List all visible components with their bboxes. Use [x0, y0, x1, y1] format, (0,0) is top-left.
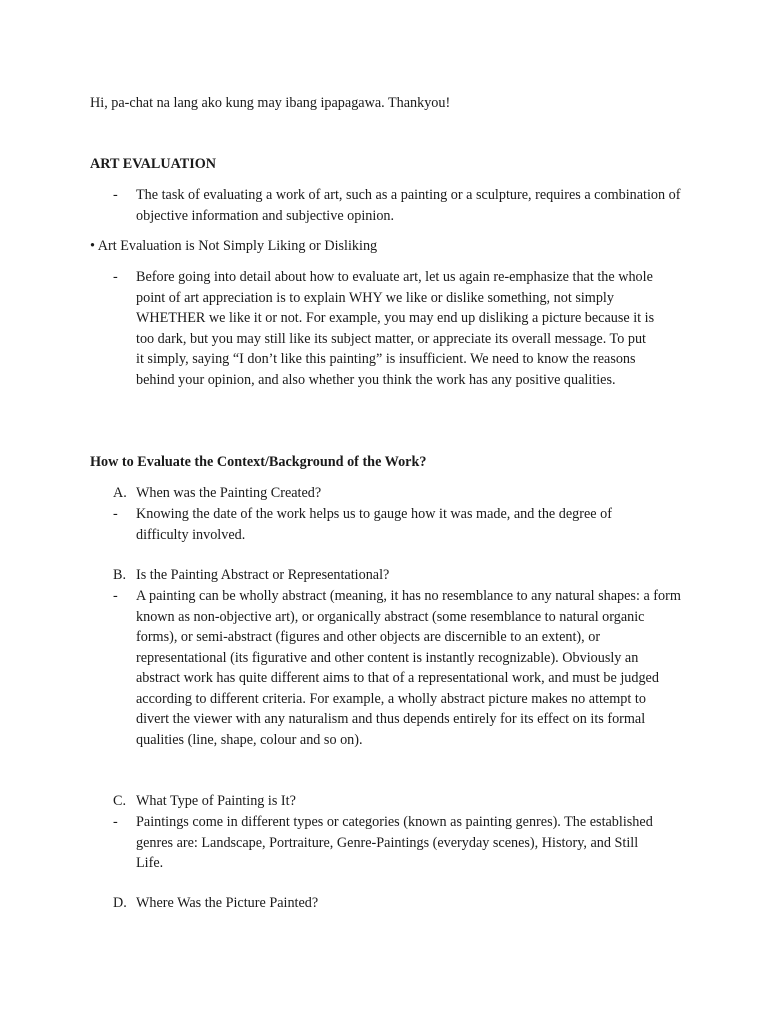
section-heading-art-evaluation: ART EVALUATION	[90, 156, 217, 172]
paragraph: A painting can be wholly abstract (meaning, it has no resemblance to any natural shapes: a form known as non-objective art), or organically abstract (some resemblance to natural organic forms), or semi-abstract (figures and other objects are discernible to an extent), or representational (its figurative and other content is instantly recognizable). Obviously an abstract work has quite different aims to that of a representational work, and must be judged according to different criteria. For example, a wholly abstract picture makes no attempt to divert the viewer with any naturalism and thus depends entirely for its effect on its formal qualities (line, shape, colour and so on).	[136, 588, 681, 748]
list-item	[113, 483, 693, 504]
paragraph: Paintings come in different types or categories (known as painting genres). The established genres are: Landscape, Portraiture, Genre-Paintings (everyday scenes), History, and Still Life.	[136, 814, 653, 871]
list-item	[113, 812, 693, 874]
list-item-title: Where Was the Picture Painted?	[136, 895, 319, 911]
paragraph: Knowing the date of the work helps us to gauge how it was made, and the degree of difficulty involved.	[136, 506, 612, 543]
list-item	[113, 504, 693, 545]
bullet-subheading: • Art Evaluation is Not Simply Liking or Disliking	[90, 238, 378, 254]
list-item-title: When was the Painting Created?	[136, 485, 322, 501]
list-item-title: What Type of Painting is It?	[136, 793, 296, 809]
list-item	[113, 586, 693, 750]
intro-text: Hi, pa-chat na lang ako kung may ibang ipapagawa. Thankyou!	[90, 95, 451, 111]
list-item	[113, 185, 693, 226]
list-marker: C.	[113, 793, 127, 809]
dash-marker: -	[113, 814, 118, 830]
list-item-title: Is the Painting Abstract or Representational?	[136, 567, 390, 583]
list-marker: D.	[113, 895, 127, 911]
dash-marker: -	[113, 506, 118, 522]
list-item	[113, 893, 693, 914]
list-item	[113, 565, 693, 586]
dash-marker: -	[113, 187, 118, 203]
dash-marker: -	[113, 269, 118, 285]
section-heading-context: How to Evaluate the Context/Background of the Work?	[90, 454, 427, 470]
list-item	[113, 791, 693, 812]
dash-marker: -	[113, 588, 118, 604]
paragraph: Before going into detail about how to evaluate art, let us again re-emphasize that the whole point of art appreciation is to explain WHY we like or dislike something, not simply WHETHER we like it or not. For example, you may end up disliking a picture because it is too dark, but you may still like its subject matter, or appreciate its overall message. To put it simply, saying “I don’t like this painting” is insufficient. We need to know the reasons behind your opinion, and also whether you think the work has any positive qualities.	[136, 269, 655, 388]
list-item	[113, 267, 693, 390]
paragraph: The task of evaluating a work of art, such as a painting or a sculpture, requires a combination of objective information and subjective opinion.	[136, 187, 681, 224]
list-marker: B.	[113, 567, 127, 583]
list-marker: A.	[113, 485, 127, 501]
